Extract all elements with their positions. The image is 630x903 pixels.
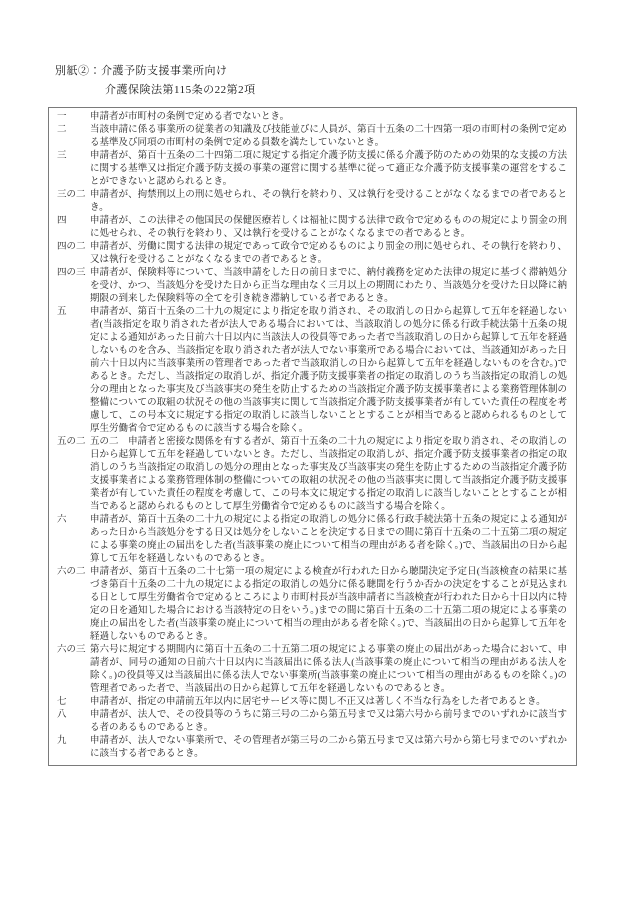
- row-number: 九: [57, 736, 67, 746]
- table-row: [49, 735, 576, 761]
- table-row: [49, 306, 576, 436]
- row-number: 四の二: [57, 242, 86, 252]
- row-number: 五の二: [57, 437, 86, 447]
- row-text: 申請者が、拘禁刑以上の刑に処せられ、その執行を終わり、又は執行を受けることがなくなるまでの者であるとき。: [90, 190, 567, 213]
- table-row: [49, 124, 576, 150]
- table-row: [49, 436, 576, 514]
- row-text: 申請者が、指定の申請前五年以内に居宅サービス等に関し不正又は著しく不当な行為をした者であるとき。: [90, 697, 546, 707]
- row-text: 五の二 申請者と密接な関係を有する者が、第百十五条の二十九の規定により指定を取り消され、その取消しの日から起算して五年を経過していないとき。ただし、当該指定の取消しが、指定介護予防支援事業者の指定の取消しのうち当該指定の取消しの処分の理由となった事実及び当該事実の発生を防止するための当該指定介護予防支援事業者による業務管理体制の整備についての取組の状況その他の当該事実に関して当該指定介護予防支援事業者が有していた責任の程度を考慮して、この号本文に規定する指定の取消しに該当しないこととすることが相当であると認められるものとして厚生労働省令で定めるものに該当する場合を除く。: [90, 437, 567, 512]
- table-row: [49, 150, 576, 189]
- row-number: 三: [57, 151, 67, 161]
- row-number: 五: [57, 307, 67, 317]
- table-row: [49, 241, 576, 267]
- row-text: 申請者が、この法律その他国民の保健医療若しくは福祉に関する法律で政令で定めるものの規定により罰金の刑に処せられ、その執行を終わり、又は執行を受けることがなくなるまでの者であるとき。: [90, 216, 567, 239]
- table-row: [49, 696, 576, 709]
- table-row: [49, 514, 576, 566]
- row-number: 二: [57, 125, 67, 135]
- row-number: 八: [57, 710, 67, 720]
- row-text: 当該申請に係る事業所の従業者の知識及び技能並びに人員が、第百十五条の二十四第一項の市町村の条例で定める基準及び同項の市町村の条例で定める員数を満たしていないとき。: [90, 125, 567, 148]
- row-text: 申請者が、第百十五条の二十九の規定により指定を取り消され、その取消しの日から起算して五年を経過しない者(当該指定を取り消された者が法人である場合においては、当該取消しの処分に係る行政手続法第十五条の規定による通知があった日前六十日以内に当該法人の役員等であった者で当該取消しの日から起算して五年を経過しないものを含み、当該指定を取り消された者が法人でない事業所である場合においては、当該通知があった日前六十日以内に当該事業所の管理者であった者で当該取消しの日から起算して五年を経過しないものを含む。)であるとき。ただし、当該指定の取消しが、指定介護予防支援事業者の指定の取消しのうち当該指定の取消しの処分の理由となった事実及び当該事実の発生を防止するための当該指定介護予防支援事業者による業務管理体制の整備についての取組の状況その他の当該事実に関して当該指定介護予防支援事業者が有していた責任の程度を考慮して、この号本文に規定する指定の取消しに該当しないこととすることが相当であると認められるものとして厚生労働省令で定めるものに該当する場合を除く。: [90, 307, 567, 434]
- row-text: 申請者が、法人で、その役員等のうちに第三号の二から第五号まで又は第六号から前号までのいずれかに該当する者のあるものであるとき。: [90, 710, 567, 733]
- row-text: 申請者が、法人でない事業所で、その管理者が第三号の二から第五号まで又は第六号から第七号までのいずれかに該当する者であるとき。: [90, 736, 567, 759]
- row-text: 申請者が市町村の条例で定める者でないとき。: [90, 112, 290, 122]
- row-number: 三の二: [57, 190, 86, 200]
- row-text: 申請者が、第百十五条の二十四第二項に規定する指定介護予防支援に係る介護予防のための効果的な支援の方法に関する基準又は指定介護予防支援の事業の運営に関する基準に従って適正な介護予防支援事業の運営をすることができないと認められるとき。: [90, 151, 567, 187]
- row-number: 一: [57, 112, 67, 122]
- row-text: 申請者が、保険料等について、当該申請をした日の前日までに、納付義務を定めた法律の規定に基づく滞納処分を受け、かつ、当該処分を受けた日から正当な理由なく三月以上の期間にわたり、当該処分を受けた日以降に納期限の到来した保険料等の全てを引き続き滞納している者であるとき。: [90, 268, 567, 304]
- table-row: [49, 189, 576, 215]
- row-number: 七: [57, 697, 67, 707]
- row-number: 六: [57, 515, 67, 525]
- row-text: 申請者が、第百十五条の二十九の規定による指定の取消しの処分に係る行政手続法第十五条の規定による通知があった日から当該処分をする日又は処分をしないことを決定する日までの間に第百十五条の二十五第二項の規定による事業の廃止の届出をした者(当該事業の廃止について相当の理由がある者を除く。)で、当該届出の日から起算して五年を経過しないものであるとき。: [90, 515, 567, 564]
- page-subtitle: 介護保険法第115条の22第2項: [105, 84, 256, 96]
- table-row: [49, 111, 576, 124]
- table-row: [49, 644, 576, 696]
- table-row: [49, 709, 576, 735]
- row-text: 申請者が、第百十五条の二十七第一項の規定による検査が行われた日から聴聞決定予定日(当該検査の結果に基づき第百十五条の二十九の規定による指定の取消しの処分に係る聴聞を行うか否かの決定をすることが見込まれる日として厚生労働省令で定めるところにより市町村長が当該申請者に当該検査が行われた日から十日以内に特定の日を通知した場合における当該特定の日をいう。)までの間に第百十五条の二十五第二項の規定による事業の廃止の届出をした者(当該事業の廃止について相当の理由がある者を除く。)で、当該届出の日から起算して五年を経過しないものであるとき。: [90, 567, 567, 642]
- row-text: 申請者が、労働に関する法律の規定であって政令で定めるものにより罰金の刑に処せられ、その執行を終わり、又は執行を受けることがなくなるまでの者であるとき。: [90, 242, 567, 265]
- row-text: 第六号に規定する期間内に第百十五条の二十五第二項の規定による事業の廃止の届出があった場合において、申請者が、同号の通知の日前六十日以内に当該届出に係る法人(当該事業の廃止について相当の理由がある法人を除く。)の役員等又は当該届出に係る法人でない事業所(当該事業の廃止について相当の理由があるものを除く。)の管理者であった者で、当該届出の日から起算して五年を経過しないものであるとき。: [90, 645, 567, 694]
- row-number: 六の三: [57, 645, 86, 655]
- table-row: [49, 215, 576, 241]
- table-row: [49, 566, 576, 644]
- page-title: 別紙②：介護予防支援事業所向け: [55, 65, 228, 77]
- row-number: 四: [57, 216, 67, 226]
- row-number: 四の三: [57, 268, 86, 278]
- table-row: [49, 267, 576, 306]
- disqualification-table: [48, 107, 577, 766]
- row-number: 六の二: [57, 567, 86, 577]
- document-header: [0, 0, 630, 100]
